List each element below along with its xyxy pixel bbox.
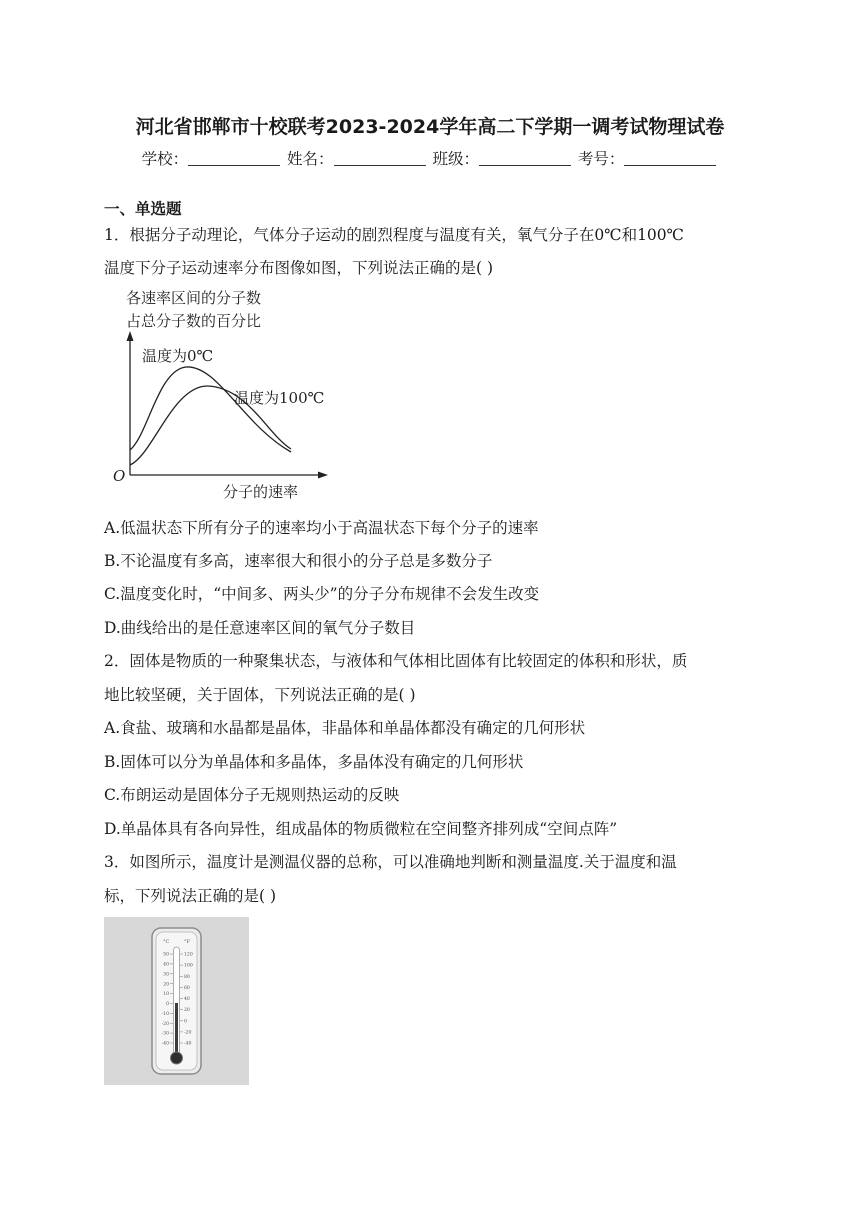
graph-xlabel: 分子的速率 xyxy=(223,483,299,501)
fahrenheit-tick-label: 0 xyxy=(184,1019,187,1025)
fahrenheit-tick-label: -20 xyxy=(184,1030,192,1036)
celsius-tick-label: -40 xyxy=(161,1041,169,1047)
speed-distribution-graph xyxy=(108,285,348,505)
q2-option-d[interactable]: D.单晶体具有各向异性，组成晶体的物质微粒在空间整齐排列成“空间点阵” xyxy=(104,820,618,838)
class-blank[interactable] xyxy=(479,150,571,166)
graph-ylabel-line-2: 占总分子数的百分比 xyxy=(126,312,262,330)
fahrenheit-tick-label: 60 xyxy=(184,986,190,991)
celsius-tick-label: 0 xyxy=(166,1002,169,1007)
q1-option-b[interactable]: B.不论温度有多高，速率很大和很小的分子总是多数分子 xyxy=(104,552,493,570)
fahrenheit-tick-label: 120 xyxy=(184,952,193,958)
class-label: 班级： xyxy=(432,150,479,168)
celsius-tick-label: 10 xyxy=(163,992,169,998)
fahrenheit-tick-label: -40 xyxy=(184,1041,192,1047)
school-label: 学校： xyxy=(141,150,189,168)
curve-0c-label: 温度为0℃ xyxy=(142,347,214,365)
q1-option-a[interactable]: A.低温状态下所有分子的速率均小于高温状态下每个分子的速率 xyxy=(104,519,539,537)
exam-number-label: 考号： xyxy=(577,150,625,168)
graph-x-axis-arrow xyxy=(318,472,328,479)
name-label: 姓名： xyxy=(287,150,334,168)
q1-stem-line-1: 1．根据分子动理论，气体分子运动的剧烈程度与温度有关，氧气分子在0℃和100℃ xyxy=(104,226,684,244)
fahrenheit-tick-label: 80 xyxy=(184,974,190,980)
q3-stem-line-1: 3．如图所示，温度计是测温仪器的总称，可以准确地判断和测量温度.关于温度和温 xyxy=(104,853,677,871)
graph-y-axis-arrow xyxy=(127,331,134,341)
graph-ylabel-line-1: 各速率区间的分子数 xyxy=(126,289,262,307)
exam-number-blank[interactable] xyxy=(624,150,716,166)
celsius-tick-label: 30 xyxy=(163,972,169,978)
exam-title: 河北省邯郸市十校联考2023-2024学年高二下学期一调考试物理试卷 xyxy=(135,116,725,138)
celsius-tick-label: -30 xyxy=(161,1031,169,1037)
section-title: 一、单选题 xyxy=(104,200,182,218)
fahrenheit-tick-label: 100 xyxy=(184,963,193,969)
celsius-unit: °C xyxy=(163,939,170,945)
celsius-tick-label: -20 xyxy=(161,1021,169,1027)
celsius-tick-label: -10 xyxy=(161,1011,169,1017)
curve-0c xyxy=(130,367,291,452)
graph-origin-label: O xyxy=(113,467,126,485)
celsius-tick-label: 50 xyxy=(163,952,169,958)
thermometer-liquid xyxy=(175,1003,178,1057)
thermometer-bulb xyxy=(171,1052,183,1064)
school-blank[interactable] xyxy=(188,150,280,166)
q2-option-c[interactable]: C.布朗运动是固体分子无规则热运动的反映 xyxy=(104,786,400,804)
fahrenheit-tick-label: 40 xyxy=(184,997,190,1003)
student-info-row xyxy=(0,147,860,169)
q1-stem-line-2: 温度下分子运动速率分布图像如图，下列说法正确的是( ) xyxy=(104,259,494,277)
q1-option-d[interactable]: D.曲线给出的是任意速率区间的氧气分子数目 xyxy=(104,619,416,637)
q2-option-a[interactable]: A.食盐、玻璃和水晶都是晶体，非晶体和单晶体都没有确定的几何形状 xyxy=(104,719,586,737)
q2-stem-line-1: 2．固体是物质的一种聚集状态，与液体和气体相比固体有比较固定的体积和形状，质 xyxy=(104,652,688,670)
q1-option-c[interactable]: C.温度变化时，“中间多、两头少”的分子分布规律不会发生改变 xyxy=(104,585,540,603)
fahrenheit-tick-label: 20 xyxy=(184,1008,190,1014)
q2-option-b[interactable]: B.固体可以分为单晶体和多晶体，多晶体没有确定的几何形状 xyxy=(104,753,524,771)
thermometer-image xyxy=(104,917,249,1085)
curve-100c-label: 温度为100℃ xyxy=(234,389,325,407)
q3-stem-line-2: 标，下列说法正确的是( ) xyxy=(104,887,277,905)
q2-stem-line-2: 地比较坚硬，关于固体，下列说法正确的是( ) xyxy=(104,686,416,704)
celsius-tick-label: 20 xyxy=(163,982,169,988)
name-blank[interactable] xyxy=(334,150,426,166)
celsius-tick-label: 40 xyxy=(163,962,169,968)
fahrenheit-unit: °F xyxy=(184,939,190,945)
